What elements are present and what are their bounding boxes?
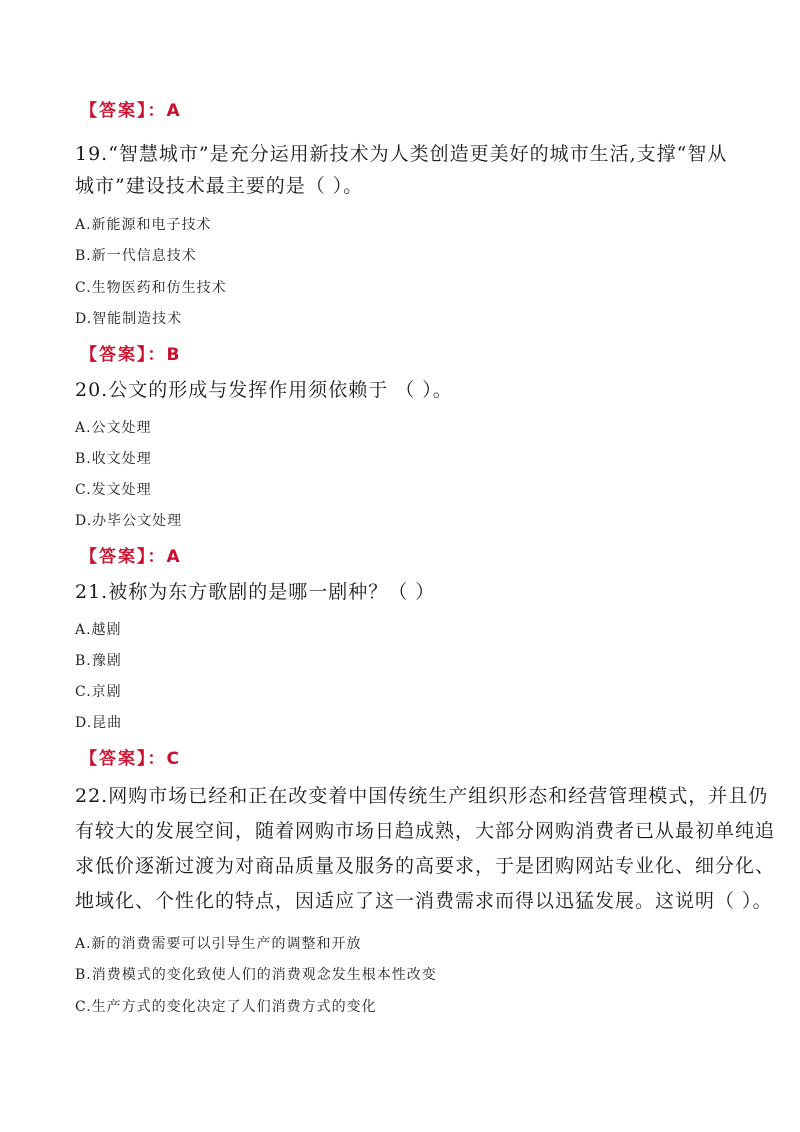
question-19 [75,138,730,202]
option-19-b: B.新一代信息技术 [75,248,197,264]
option-21-b: B.豫剧 [75,653,122,669]
option-20-a: A.公文处理 [75,420,152,436]
question-21 [75,576,730,608]
answer-letter: C [166,749,181,769]
option-22-c: C.生产方式的变化决定了人们消费方式的变化 [75,999,377,1015]
answer-label-21: 【答案】：C [80,749,181,769]
option-21-c: C.京剧 [75,684,122,700]
question-line: 求低价逐渐过渡为对商品质量及服务的高要求，于是团购网站专业化、细分化、 [75,855,776,877]
answer-label-19: 【答案】：B [80,345,182,365]
question-line: 20.公文的形成与发挥作用须依赖于 （ ）。 [75,379,453,401]
option-20-d: D.办毕公文处理 [75,513,183,529]
option-20-b: B.收文处理 [75,451,152,467]
option-19-c: C.生物医药和仿生技术 [75,280,227,296]
question-line: 22.网购市场已经和正在改变着中国传统生产组织形态和经营管理模式，并且仍 [75,785,769,807]
answer-word: 答案 [99,345,137,365]
answer-letter: B [166,345,182,365]
answer-letter: A [166,547,182,567]
question-22 [75,779,776,919]
answer-letter: A [166,101,182,121]
question-line: 城市”建设技术最主要的是（ ）。 [75,175,364,197]
question-20 [75,374,730,406]
option-19-a: A.新能源和电子技术 [75,217,212,233]
option-22-a: A.新的消费需要可以引导生产的调整和开放 [75,936,362,952]
option-21-a: A.越剧 [75,622,122,638]
question-line: 21.被称为东方歌剧的是哪一剧种？（ ） [75,581,436,603]
question-line: 有较大的发展空间，随着网购市场日趋成熟，大部分网购消费者已从最初单纯追 [75,820,776,842]
answer-label-18: 【答案】：A [80,101,182,121]
question-line: 19.“智慧城市”是充分运用新技术为人类创造更美好的城市生活,支撑“智从 [75,143,728,165]
answer-word: 答案 [99,547,137,567]
option-19-d: D.智能制造技术 [75,311,183,327]
option-22-b: B.消费模式的变化致使人们的消费观念发生根本性改变 [75,967,437,983]
option-20-c: C.发文处理 [75,482,152,498]
answer-label-20: 【答案】：A [80,547,182,567]
answer-word: 答案 [99,749,137,769]
answer-word: 答案 [99,101,137,121]
option-21-d: D.昆曲 [75,715,123,731]
question-line: 地域化、个性化的特点，因适应了这一消费需求而得以迅猛发展。这说明（ ）。 [75,890,773,912]
